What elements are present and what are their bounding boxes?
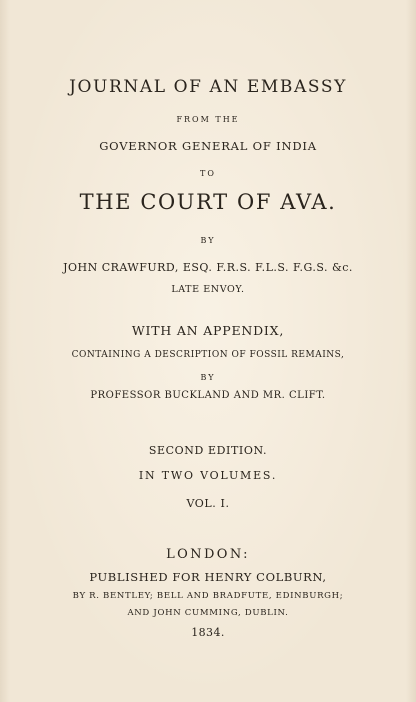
- imprint-printers-line-1: BY R. BENTLEY; BELL AND BRADFUTE, EDINBURGH;: [72, 591, 344, 601]
- connector-from-the: FROM THE: [176, 115, 240, 124]
- title-line-court-of-ava: THE COURT OF AVA.: [79, 190, 337, 214]
- imprint-publisher: PUBLISHED FOR HENRY COLBURN,: [89, 570, 327, 584]
- title-line-journal: JOURNAL OF AN EMBASSY: [69, 77, 347, 97]
- appendix-description: CONTAINING A DESCRIPTION OF FOSSIL REMAINS,: [71, 350, 345, 360]
- connector-to: TO: [200, 169, 216, 178]
- appendix-authors: PROFESSOR BUCKLAND AND MR. CLIFT.: [90, 390, 326, 401]
- volume-number: VOL. I.: [186, 497, 230, 510]
- author-name: JOHN CRAWFURD, ESQ. F.R.S. F.L.S. F.G.S. &c.: [63, 261, 353, 274]
- connector-by: BY: [200, 236, 216, 245]
- volumes-statement: IN TWO VOLUMES.: [138, 469, 278, 482]
- imprint-city: LONDON:: [166, 547, 250, 562]
- imprint-year: 1834.: [191, 626, 225, 639]
- title-line-governor: GOVERNOR GENERAL OF INDIA: [99, 139, 317, 153]
- appendix-connector-by: BY: [200, 373, 216, 382]
- edition-statement: SECOND EDITION.: [148, 444, 268, 457]
- imprint-printers-line-2: AND JOHN CUMMING, DUBLIN.: [127, 608, 289, 618]
- author-role: LATE ENVOY.: [171, 284, 245, 295]
- appendix-heading: WITH AN APPENDIX,: [131, 323, 285, 338]
